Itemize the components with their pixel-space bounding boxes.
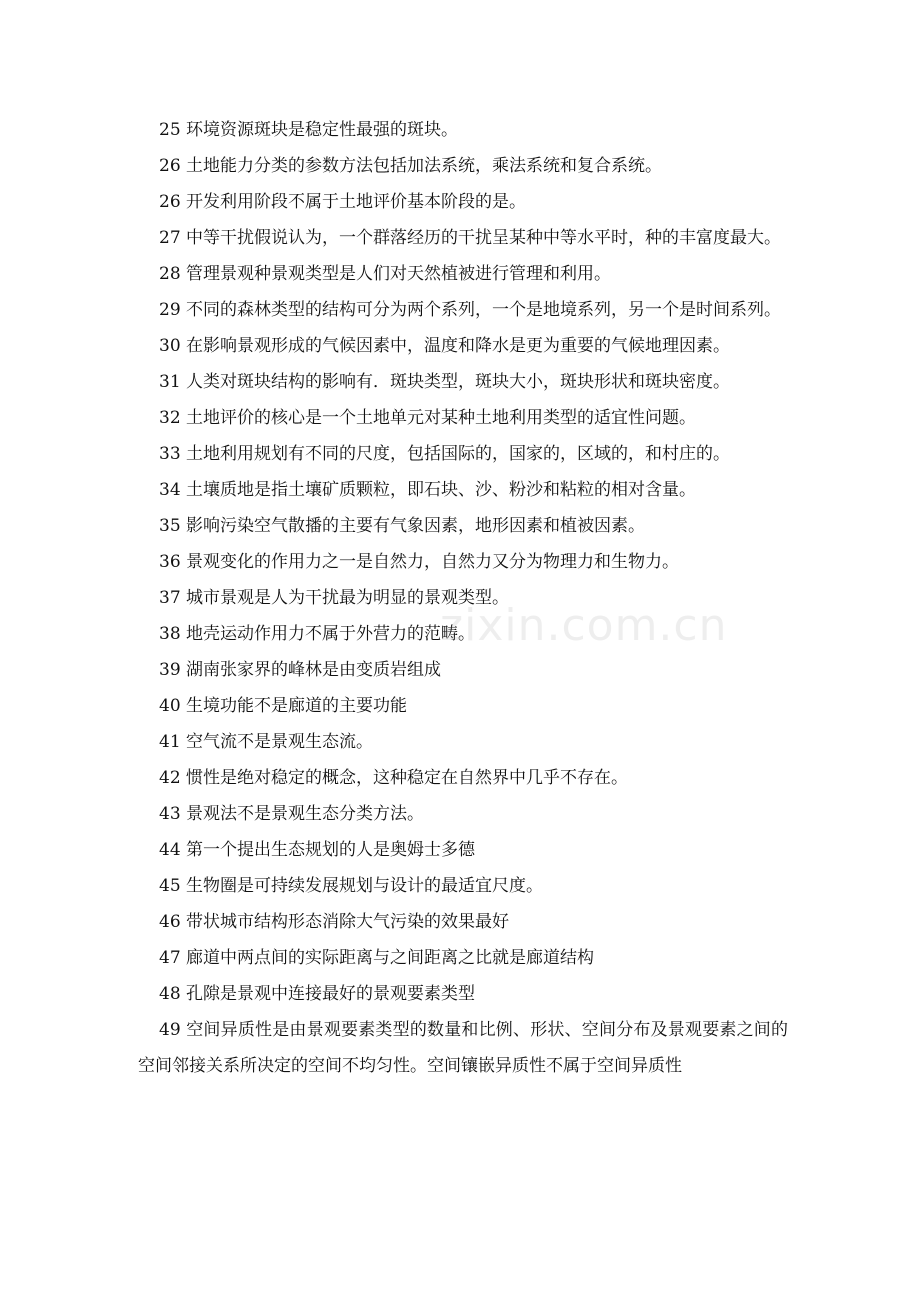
list-item: 46 带状城市结构形态消除大气污染的效果最好 — [159, 912, 510, 932]
list-item: 34 土壤质地是指土壤矿质颗粒，即石块、沙、粉沙和粘粒的相对含量。 — [159, 480, 697, 500]
list-item: 38 地壳运动作用力不属于外营力的范畴。 — [159, 624, 476, 644]
list-item: 39 湖南张家界的峰林是由变质岩组成 — [159, 660, 442, 680]
list-item: 43 景观法不是景观生态分类方法。 — [159, 804, 425, 824]
list-item: 32 土地评价的核心是一个土地单元对某种土地利用类型的适宜性问题。 — [159, 408, 697, 428]
list-item: 40 生境功能不是廊道的主要功能 — [159, 696, 408, 716]
list-item: 31 人类对斑块结构的影响有．斑块类型，斑块大小，斑块形状和斑块密度。 — [159, 372, 731, 392]
list-item: 28 管理景观种景观类型是人们对天然植被进行管理和利用。 — [159, 264, 612, 284]
list-item: 41 空气流不是景观生态流。 — [159, 732, 374, 752]
list-item: 44 第一个提出生态规划的人是奥姆士多德 — [159, 840, 476, 860]
list-item: 27 中等干扰假说认为，一个群落经历的干扰呈某种中等水平时，种的丰富度最大。 — [159, 228, 782, 248]
list-item: 37 城市景观是人为干扰最为明显的景观类型。 — [159, 588, 510, 608]
list-item: 29 不同的森林类型的结构可分为两个系列，一个是地境系列，另一个是时间系列。 — [159, 300, 782, 320]
list-item: 30 在影响景观形成的气候因素中，温度和降水是更为重要的气候地理因素。 — [159, 336, 731, 356]
list-item: 45 生物圈是可持续发展规划与设计的最适宜尺度。 — [159, 876, 544, 896]
list-item: 35 影响污染空气散播的主要有气象因素，地形因素和植被因素。 — [159, 516, 646, 536]
list-item: 25 环境资源斑块是稳定性最强的斑块。 — [159, 120, 459, 140]
list-item: 49 空间异质性是由景观要素类型的数量和比例、形状、空间分布及景观要素之间的空间邻接关系所决定的空间不均匀性。空间镶嵌异质性不属于空间异质性 — [138, 1020, 788, 1076]
list-item: 48 孔隙是景观中连接最好的景观要素类型 — [159, 984, 476, 1004]
list-item: 47 廊道中两点间的实际距离与之间距离之比就是廊道结构 — [159, 948, 595, 968]
list-item: 26 开发利用阶段不属于土地评价基本阶段的是。 — [159, 192, 527, 212]
watermark: zixin.com.cn — [440, 600, 728, 651]
list-item: 33 土地利用规划有不同的尺度，包括国际的，国家的，区域的，和村庄的。 — [159, 444, 731, 464]
list-item: 42 惯性是绝对稳定的概念，这种稳定在自然界中几乎不存在。 — [159, 768, 629, 788]
document-body — [138, 112, 788, 1084]
list-item: 26 土地能力分类的参数方法包括加法系统，乘法系统和复合系统。 — [159, 156, 663, 176]
list-item: 36 景观变化的作用力之一是自然力，自然力又分为物理力和生物力。 — [159, 552, 680, 572]
